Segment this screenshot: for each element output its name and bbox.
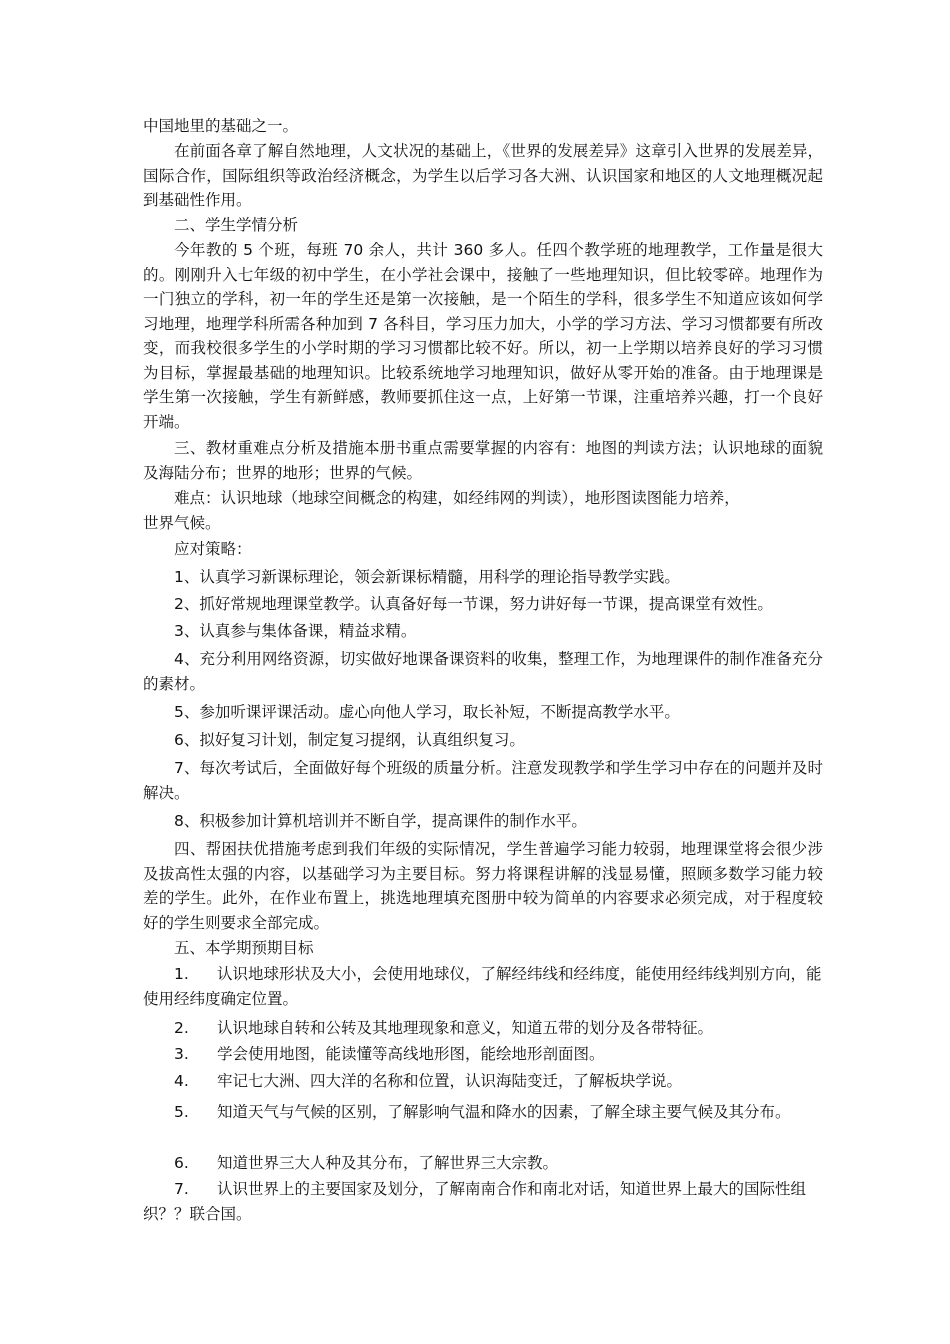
goal-item [143, 1177, 823, 1226]
strategy-item: 2、抓好常规地理课堂教学。认真备好每一节课，努力讲好每一节课，提高课堂有效性。 [174, 595, 773, 613]
strategy-item: 6、拟好复习计划，制定复习提纲，认真组织复习。 [174, 731, 525, 749]
paragraph: 今年教的 5 个班，每班 70 余人，共计 360 多人。任四个教学班的地理教学，工作量是很大的。刚刚升入七年级的初中学生，在小学社会课中，接触了一些地理知识，但比较零碎。地理作为一门独立的学科，初一年的学生还是第一次接触，是一个陌生的学科，很多学生不知道应该如何学习地理，地理学科所需各种加到 7 各科目，学习压力加大，小学的学习方法、学习习惯都要有所改变，而我校很多学生的小学时期的学习习惯都比较不好。所以，初一上学期以培养良好的学习习惯为目标，掌握最基础的地理知识。比较系统地学习地理知识，做好从零开始的准备。由于地理课是学生第一次接触，学生有新鲜感，教师要抓住这一点，上好第一节课，注重培养兴趣，打一个良好开端。 [143, 241, 823, 431]
goal-number: 5. [174, 1103, 189, 1121]
goal-text: 牢记七大洲、四大洋的名称和位置，认识海陆变迁，了解板块学说。 [217, 1072, 683, 1090]
goal-number: 7. [174, 1180, 189, 1198]
section-heading: 五、本学期预期目标 [174, 939, 314, 957]
paragraph: 四、帮困扶优措施考虑到我们年级的实际情况，学生普遍学习能力较弱，地理课堂将会很少涉及拔高性太强的内容，以基础学习为主要目标。努力将课程讲解的浅显易懂，照顾多数学习能力较差的学生。此外，在作业布置上，挑选地理填充图册中较为简单的内容要求必须完成，对于程度较好的学生则要求全部完成。 [143, 840, 823, 932]
strategy-item: 5、参加听课评课活动。虚心向他人学习，取长补短，不断提高教学水平。 [174, 703, 680, 721]
goal-item [143, 1151, 823, 1176]
goal-number: 6. [174, 1154, 189, 1172]
goal-number: 2. [174, 1019, 189, 1037]
goal-text: 知道天气与气候的区别，了解影响气温和降水的因素，了解全球主要气候及其分布。 [217, 1103, 791, 1121]
paragraph: 世界气候。 [143, 514, 221, 532]
strategy-item: 3、认真参与集体备课，精益求精。 [174, 622, 417, 640]
strategy-item: 4、充分利用网络资源，切实做好地课备课资料的收集，整理工作，为地理课件的制作准备充分的素材。 [143, 650, 823, 693]
goal-text: 认识世界上的主要国家及划分，了解南南合作和南北对话，知道世界上最大的国际性组织？？联合国。 [143, 1180, 807, 1223]
goal-text: 认识地球形状及大小，会使用地球仪，了解经纬线和经纬度，能使用经纬线判别方向，能使用经纬度确定位置。 [143, 965, 822, 1008]
goal-item [143, 1069, 823, 1094]
section-heading: 三、教材重难点分析及措施本册书重点需要掌握的内容有：地图的判读方法；认识地球的面貌及海陆分布；世界的地形；世界的气候。 [143, 439, 823, 482]
goal-item [143, 962, 823, 1011]
goal-item [143, 1016, 823, 1041]
goal-number: 3. [174, 1045, 189, 1063]
goal-item [143, 1042, 823, 1067]
paragraph: 中国地里的基础之一。 [143, 117, 299, 135]
strategy-item: 7、每次考试后，全面做好每个班级的质量分析。注意发现教学和学生学习中存在的问题并及时解决。 [143, 759, 823, 802]
goal-item [143, 1100, 823, 1125]
strategy-item: 1、认真学习新课标理论，领会新课标精髓，用科学的理论指导教学实践。 [174, 568, 680, 586]
goal-number: 4. [174, 1072, 189, 1090]
section-heading: 二、学生学情分析 [174, 216, 299, 234]
strategy-item: 8、积极参加计算机培训并不断自学，提高课件的制作水平。 [174, 812, 587, 830]
goal-number: 1. [174, 965, 189, 983]
goal-text: 知道世界三大人种及其分布，了解世界三大宗教。 [217, 1154, 559, 1172]
paragraph: 在前面各章了解自然地理，人文状况的基础上，《世界的发展差异》这章引入世界的发展差异，国际合作，国际组织等政治经济概念，为学生以后学习各大洲、认识国家和地区的人文地理概况起到基础性作用。 [143, 142, 823, 209]
paragraph: 应对策略： [174, 540, 252, 558]
goal-text: 认识地球自转和公转及其地理现象和意义，知道五带的划分及各带特征。 [217, 1019, 714, 1037]
paragraph: 难点：认识地球（地球空间概念的构建，如经纬网的判读），地形图读图能力培养， [174, 489, 740, 507]
goal-text: 学会使用地图，能读懂等高线地形图，能绘地形剖面图。 [217, 1045, 605, 1063]
